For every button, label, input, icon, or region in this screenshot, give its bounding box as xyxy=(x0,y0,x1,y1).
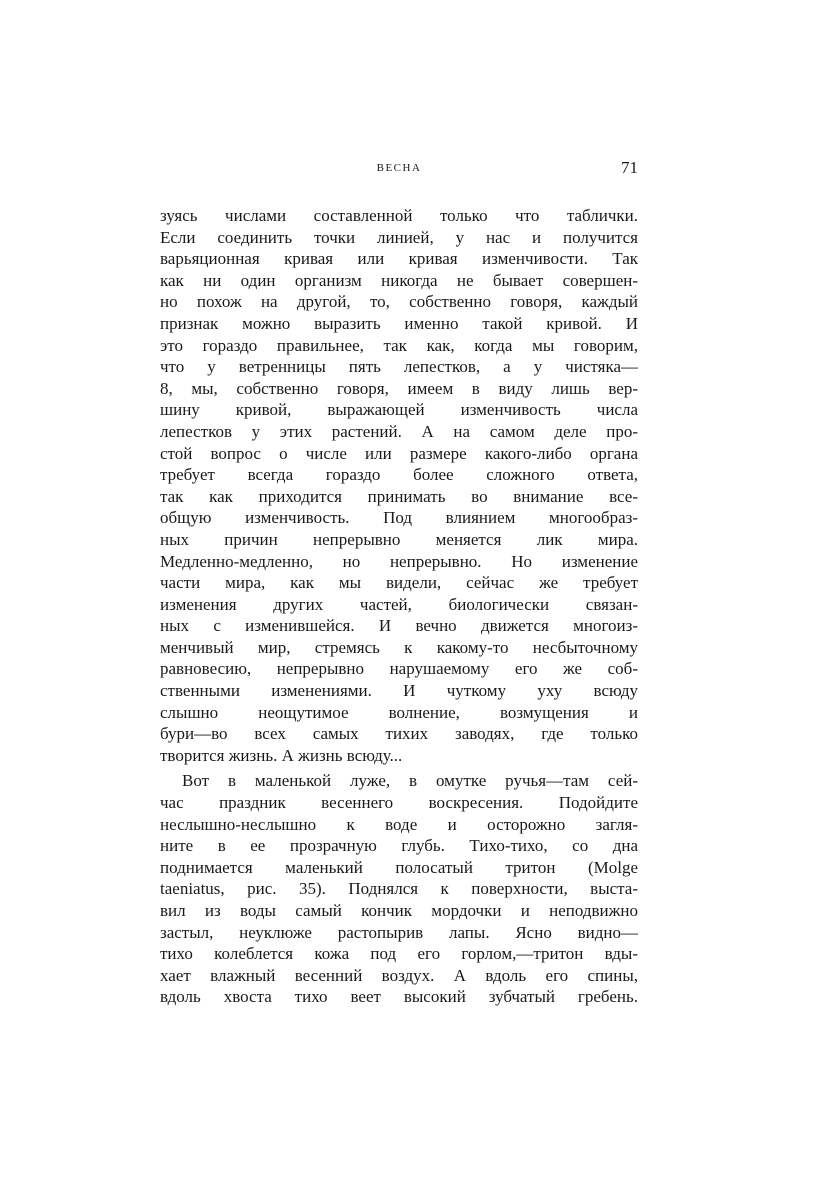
running-head xyxy=(160,158,638,182)
text-line: общую изменчивость. Под влиянием многообраз- xyxy=(160,508,638,528)
page-number: 71 xyxy=(621,158,638,177)
text-line: слышно неощутимое волнение, возмущения и xyxy=(160,702,638,722)
text-line: ственными изменениями. И чуткому уху всюду xyxy=(160,681,638,701)
text-line: неслышно-неслышно к воде и осторожно загля- xyxy=(160,814,638,834)
text-line: это гораздо правильнее, так как, когда мы говорим, xyxy=(160,335,638,355)
text-line: Медленно-медленно, но непрерывно. Но изменение xyxy=(160,551,638,571)
text-line: что у ветренницы пять лепестков, а у чистяка— xyxy=(160,357,638,377)
running-title: ВЕСНА xyxy=(376,162,422,174)
text-line: бури—во всех самых тихих заводях, где только xyxy=(160,724,638,744)
text-line: тихо колеблется кожа под его горлом,—тритон вды- xyxy=(160,944,638,964)
text-line: застыл, неуклюже растопырив лапы. Ясно видно— xyxy=(160,922,638,942)
text-line: ных причин непрерывно меняется лик мира. xyxy=(160,529,638,549)
text-line: равновесию, непрерывно нарушаемому его же соб- xyxy=(160,659,638,679)
text-line: поднимается маленький полосатый тритон (Molge xyxy=(160,857,638,877)
text-line: taeniatus, рис. 35). Поднялся к поверхности, выста- xyxy=(160,879,638,899)
text-line: требует всегда гораздо более сложного ответа, xyxy=(160,465,638,485)
text-line: менчивый мир, стремясь к какому-то несбыточному xyxy=(160,637,638,657)
text-line: хает влажный весенний воздух. А вдоль его спины, xyxy=(160,965,638,985)
paragraph xyxy=(160,205,638,766)
paragraph xyxy=(160,770,638,1008)
text-line: так как приходится принимать во внимание все- xyxy=(160,486,638,506)
text-line: Вот в маленькой луже, в омутке ручья—там сей- xyxy=(182,771,638,791)
text-line: изменения других частей, биологически связан- xyxy=(160,594,638,614)
text-line: лепестков у этих растений. А на самом деле про- xyxy=(160,421,638,441)
text-line: час праздник весеннего воскресения. Подойдите xyxy=(160,793,638,813)
text-line: вил из воды самый кончик мордочки и неподвижно xyxy=(160,901,638,920)
text-line: варьяционная кривая или кривая изменчивости. Так xyxy=(160,249,638,269)
text-line: шину кривой, выражающей изменчивость числа xyxy=(160,400,638,420)
text-line: вдоль хвоста тихо веет высокий зубчатый гребень. xyxy=(160,987,638,1007)
text-line: зуясь числами составленной только что таблички. xyxy=(160,206,638,225)
text-line: стой вопрос о числе или размере какого-либо органа xyxy=(160,443,638,463)
text-line: но похож на другой, то, собственно говоря, каждый xyxy=(160,292,638,312)
text-line: ных с изменившейся. И вечно движется многоиз- xyxy=(160,616,638,636)
body-text xyxy=(160,205,638,1008)
text-line: ните в ее прозрачную глубь. Тихо-тихо, со дна xyxy=(160,836,638,856)
text-line: признак можно выразить именно такой кривой. И xyxy=(160,313,638,333)
text-line: как ни один организм никогда не бывает совершен- xyxy=(160,270,638,290)
text-line: Если соединить точки линией, у нас и получится xyxy=(160,227,638,247)
text-line: творится жизнь. А жизнь всюду... xyxy=(160,745,403,765)
text-line: 8, мы, собственно говоря, имеем в виду лишь вер- xyxy=(160,378,638,398)
text-line: части мира, как мы видели, сейчас же требует xyxy=(160,573,638,593)
